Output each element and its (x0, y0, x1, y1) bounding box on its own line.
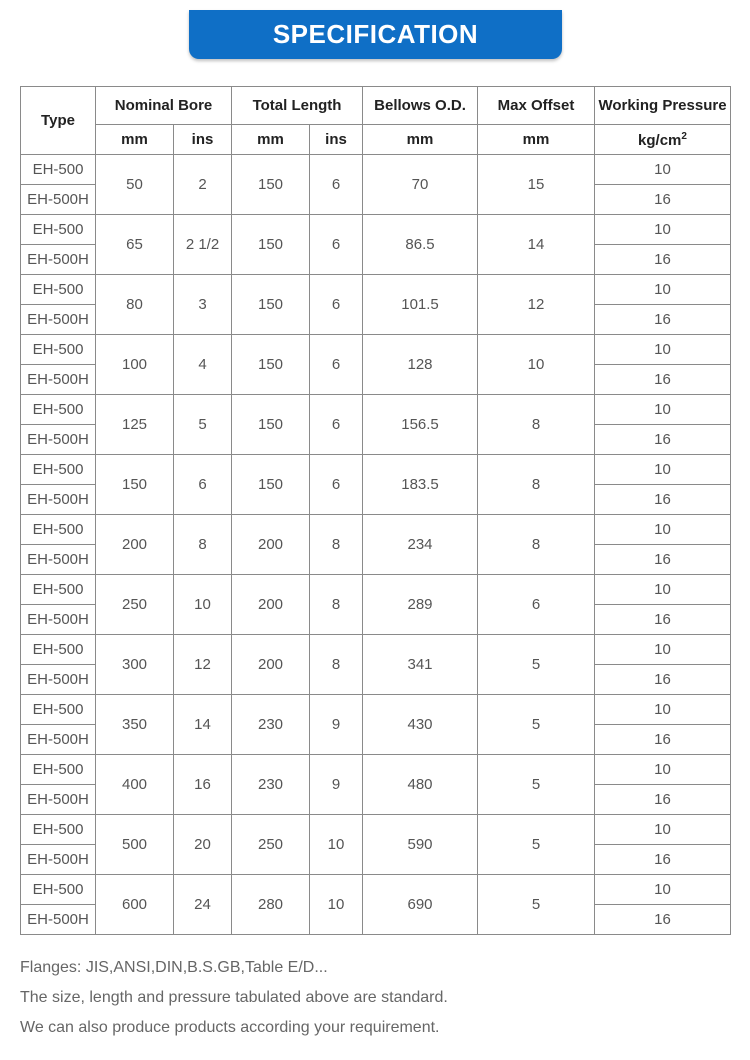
cell-working-pressure: 10 (595, 815, 731, 845)
cell-max-offset: 12 (478, 275, 595, 335)
table-row (21, 815, 731, 845)
cell-length-mm: 230 (232, 695, 310, 755)
cell-bore-mm: 80 (96, 275, 174, 335)
cell-bellows-od: 183.5 (363, 455, 478, 515)
cell-working-pressure: 10 (595, 275, 731, 305)
cell-bellows-od: 156.5 (363, 395, 478, 455)
cell-length-ins: 6 (310, 395, 363, 455)
cell-bellows-od: 289 (363, 575, 478, 635)
table-row (21, 755, 731, 785)
cell-type: EH-500 (21, 335, 96, 365)
cell-type: EH-500 (21, 155, 96, 185)
cell-bore-mm: 350 (96, 695, 174, 755)
cell-bellows-od: 101.5 (363, 275, 478, 335)
specification-banner (189, 10, 562, 59)
cell-working-pressure: 10 (595, 395, 731, 425)
cell-bore-ins: 12 (174, 635, 232, 695)
cell-max-offset: 14 (478, 215, 595, 275)
cell-bore-ins: 20 (174, 815, 232, 875)
cell-type: EH-500H (21, 365, 96, 395)
cell-working-pressure: 10 (595, 875, 731, 905)
cell-max-offset: 8 (478, 395, 595, 455)
header-max-offset: Max Offset (478, 87, 595, 125)
cell-type: EH-500H (21, 785, 96, 815)
cell-bellows-od: 234 (363, 515, 478, 575)
cell-length-mm: 150 (232, 275, 310, 335)
cell-length-ins: 6 (310, 455, 363, 515)
cell-type: EH-500 (21, 815, 96, 845)
cell-length-ins: 10 (310, 815, 363, 875)
table-row (21, 155, 731, 185)
cell-length-ins: 10 (310, 875, 363, 935)
cell-bore-mm: 500 (96, 815, 174, 875)
cell-bellows-od: 480 (363, 755, 478, 815)
cell-type: EH-500 (21, 875, 96, 905)
cell-working-pressure: 16 (595, 905, 731, 935)
cell-length-ins: 6 (310, 215, 363, 275)
table-row (21, 275, 731, 305)
cell-type: EH-500 (21, 395, 96, 425)
cell-type: EH-500 (21, 635, 96, 665)
cell-bore-mm: 300 (96, 635, 174, 695)
cell-length-mm: 280 (232, 875, 310, 935)
cell-working-pressure: 10 (595, 575, 731, 605)
cell-length-ins: 6 (310, 275, 363, 335)
cell-type: EH-500 (21, 455, 96, 485)
table-row (21, 395, 731, 425)
cell-length-mm: 200 (232, 515, 310, 575)
cell-bellows-od: 70 (363, 155, 478, 215)
cell-bore-mm: 600 (96, 875, 174, 935)
cell-working-pressure: 10 (595, 635, 731, 665)
cell-length-ins: 9 (310, 695, 363, 755)
cell-working-pressure: 16 (595, 425, 731, 455)
page-title: SPECIFICATION (272, 19, 479, 49)
unit-bore-mm: mm (96, 125, 174, 155)
cell-type: EH-500H (21, 485, 96, 515)
cell-length-ins: 6 (310, 155, 363, 215)
table-row (21, 335, 731, 365)
cell-length-ins: 9 (310, 755, 363, 815)
cell-bellows-od: 690 (363, 875, 478, 935)
cell-max-offset: 10 (478, 335, 595, 395)
cell-type: EH-500 (21, 695, 96, 725)
cell-working-pressure: 10 (595, 455, 731, 485)
cell-type: EH-500H (21, 185, 96, 215)
table-row (21, 875, 731, 905)
cell-max-offset: 5 (478, 815, 595, 875)
cell-type: EH-500 (21, 755, 96, 785)
cell-bore-ins: 10 (174, 575, 232, 635)
cell-type: EH-500 (21, 575, 96, 605)
cell-bore-ins: 2 (174, 155, 232, 215)
header-working-pressure: Working Pressure (595, 87, 731, 125)
cell-working-pressure: 16 (595, 605, 731, 635)
cell-type: EH-500 (21, 275, 96, 305)
cell-type: EH-500H (21, 845, 96, 875)
cell-working-pressure: 10 (595, 155, 731, 185)
cell-type: EH-500H (21, 425, 96, 455)
table-row (21, 635, 731, 665)
cell-length-ins: 8 (310, 575, 363, 635)
cell-length-mm: 200 (232, 635, 310, 695)
cell-type: EH-500H (21, 725, 96, 755)
cell-bore-mm: 200 (96, 515, 174, 575)
cell-bellows-od: 341 (363, 635, 478, 695)
cell-bellows-od: 430 (363, 695, 478, 755)
cell-type: EH-500H (21, 665, 96, 695)
cell-working-pressure: 16 (595, 305, 731, 335)
table-row (21, 695, 731, 725)
cell-length-mm: 250 (232, 815, 310, 875)
table-row (21, 515, 731, 545)
cell-max-offset: 5 (478, 875, 595, 935)
header-nominal-bore: Nominal Bore (96, 87, 232, 125)
cell-bore-ins: 4 (174, 335, 232, 395)
cell-max-offset: 15 (478, 155, 595, 215)
cell-bore-ins: 5 (174, 395, 232, 455)
unit-bore-ins: ins (174, 125, 232, 155)
cell-max-offset: 8 (478, 455, 595, 515)
cell-type: EH-500 (21, 215, 96, 245)
cell-length-mm: 200 (232, 575, 310, 635)
cell-bore-mm: 250 (96, 575, 174, 635)
cell-bellows-od: 128 (363, 335, 478, 395)
cell-type: EH-500H (21, 245, 96, 275)
unit-pressure-base: kg/cm (638, 131, 682, 149)
header-total-length: Total Length (232, 87, 363, 125)
cell-working-pressure: 16 (595, 665, 731, 695)
cell-working-pressure: 10 (595, 215, 731, 245)
cell-max-offset: 5 (478, 755, 595, 815)
table-row (21, 455, 731, 485)
cell-bore-ins: 14 (174, 695, 232, 755)
header-type: Type (21, 87, 96, 155)
cell-bore-mm: 100 (96, 335, 174, 395)
cell-max-offset: 8 (478, 515, 595, 575)
cell-type: EH-500H (21, 305, 96, 335)
cell-bore-ins: 24 (174, 875, 232, 935)
cell-working-pressure: 10 (595, 695, 731, 725)
cell-max-offset: 6 (478, 575, 595, 635)
cell-working-pressure: 16 (595, 545, 731, 575)
cell-length-mm: 150 (232, 395, 310, 455)
cell-length-mm: 150 (232, 335, 310, 395)
header-bellows-od: Bellows O.D. (363, 87, 478, 125)
cell-bellows-od: 590 (363, 815, 478, 875)
cell-bore-mm: 65 (96, 215, 174, 275)
cell-length-mm: 150 (232, 155, 310, 215)
notes (20, 953, 730, 1043)
cell-length-ins: 6 (310, 335, 363, 395)
cell-working-pressure: 16 (595, 845, 731, 875)
cell-bore-ins: 3 (174, 275, 232, 335)
cell-max-offset: 5 (478, 695, 595, 755)
cell-bore-mm: 50 (96, 155, 174, 215)
cell-bore-mm: 150 (96, 455, 174, 515)
unit-od-mm: mm (363, 125, 478, 155)
cell-working-pressure: 16 (595, 185, 731, 215)
cell-length-mm: 230 (232, 755, 310, 815)
cell-working-pressure: 16 (595, 725, 731, 755)
unit-length-mm: mm (232, 125, 310, 155)
specification-table (20, 86, 731, 935)
cell-length-mm: 150 (232, 455, 310, 515)
cell-type: EH-500H (21, 905, 96, 935)
cell-bellows-od: 86.5 (363, 215, 478, 275)
cell-length-ins: 8 (310, 515, 363, 575)
unit-pressure-exponent: 2 (681, 130, 687, 142)
cell-type: EH-500 (21, 515, 96, 545)
cell-working-pressure: 10 (595, 335, 731, 365)
cell-bore-mm: 400 (96, 755, 174, 815)
cell-working-pressure: 10 (595, 755, 731, 785)
cell-working-pressure: 16 (595, 365, 731, 395)
cell-bore-ins: 2 1/2 (174, 215, 232, 275)
cell-working-pressure: 16 (595, 785, 731, 815)
cell-working-pressure: 10 (595, 515, 731, 545)
cell-type: EH-500H (21, 545, 96, 575)
cell-max-offset: 5 (478, 635, 595, 695)
unit-offset-mm: mm (478, 125, 595, 155)
note-standard: The size, length and pressure tabulated above are standard. (20, 989, 448, 1006)
cell-bore-ins: 6 (174, 455, 232, 515)
cell-working-pressure: 16 (595, 485, 731, 515)
cell-length-ins: 8 (310, 635, 363, 695)
cell-type: EH-500H (21, 605, 96, 635)
table-row (21, 215, 731, 245)
cell-bore-mm: 125 (96, 395, 174, 455)
cell-working-pressure: 16 (595, 245, 731, 275)
cell-length-mm: 150 (232, 215, 310, 275)
unit-length-ins: ins (310, 125, 363, 155)
cell-bore-ins: 8 (174, 515, 232, 575)
unit-pressure (595, 125, 731, 155)
note-custom: We can also produce products according your requirement. (20, 1019, 440, 1036)
cell-bore-ins: 16 (174, 755, 232, 815)
table-row (21, 575, 731, 605)
note-flanges: Flanges: JIS,ANSI,DIN,B.S.GB,Table E/D... (20, 959, 328, 976)
